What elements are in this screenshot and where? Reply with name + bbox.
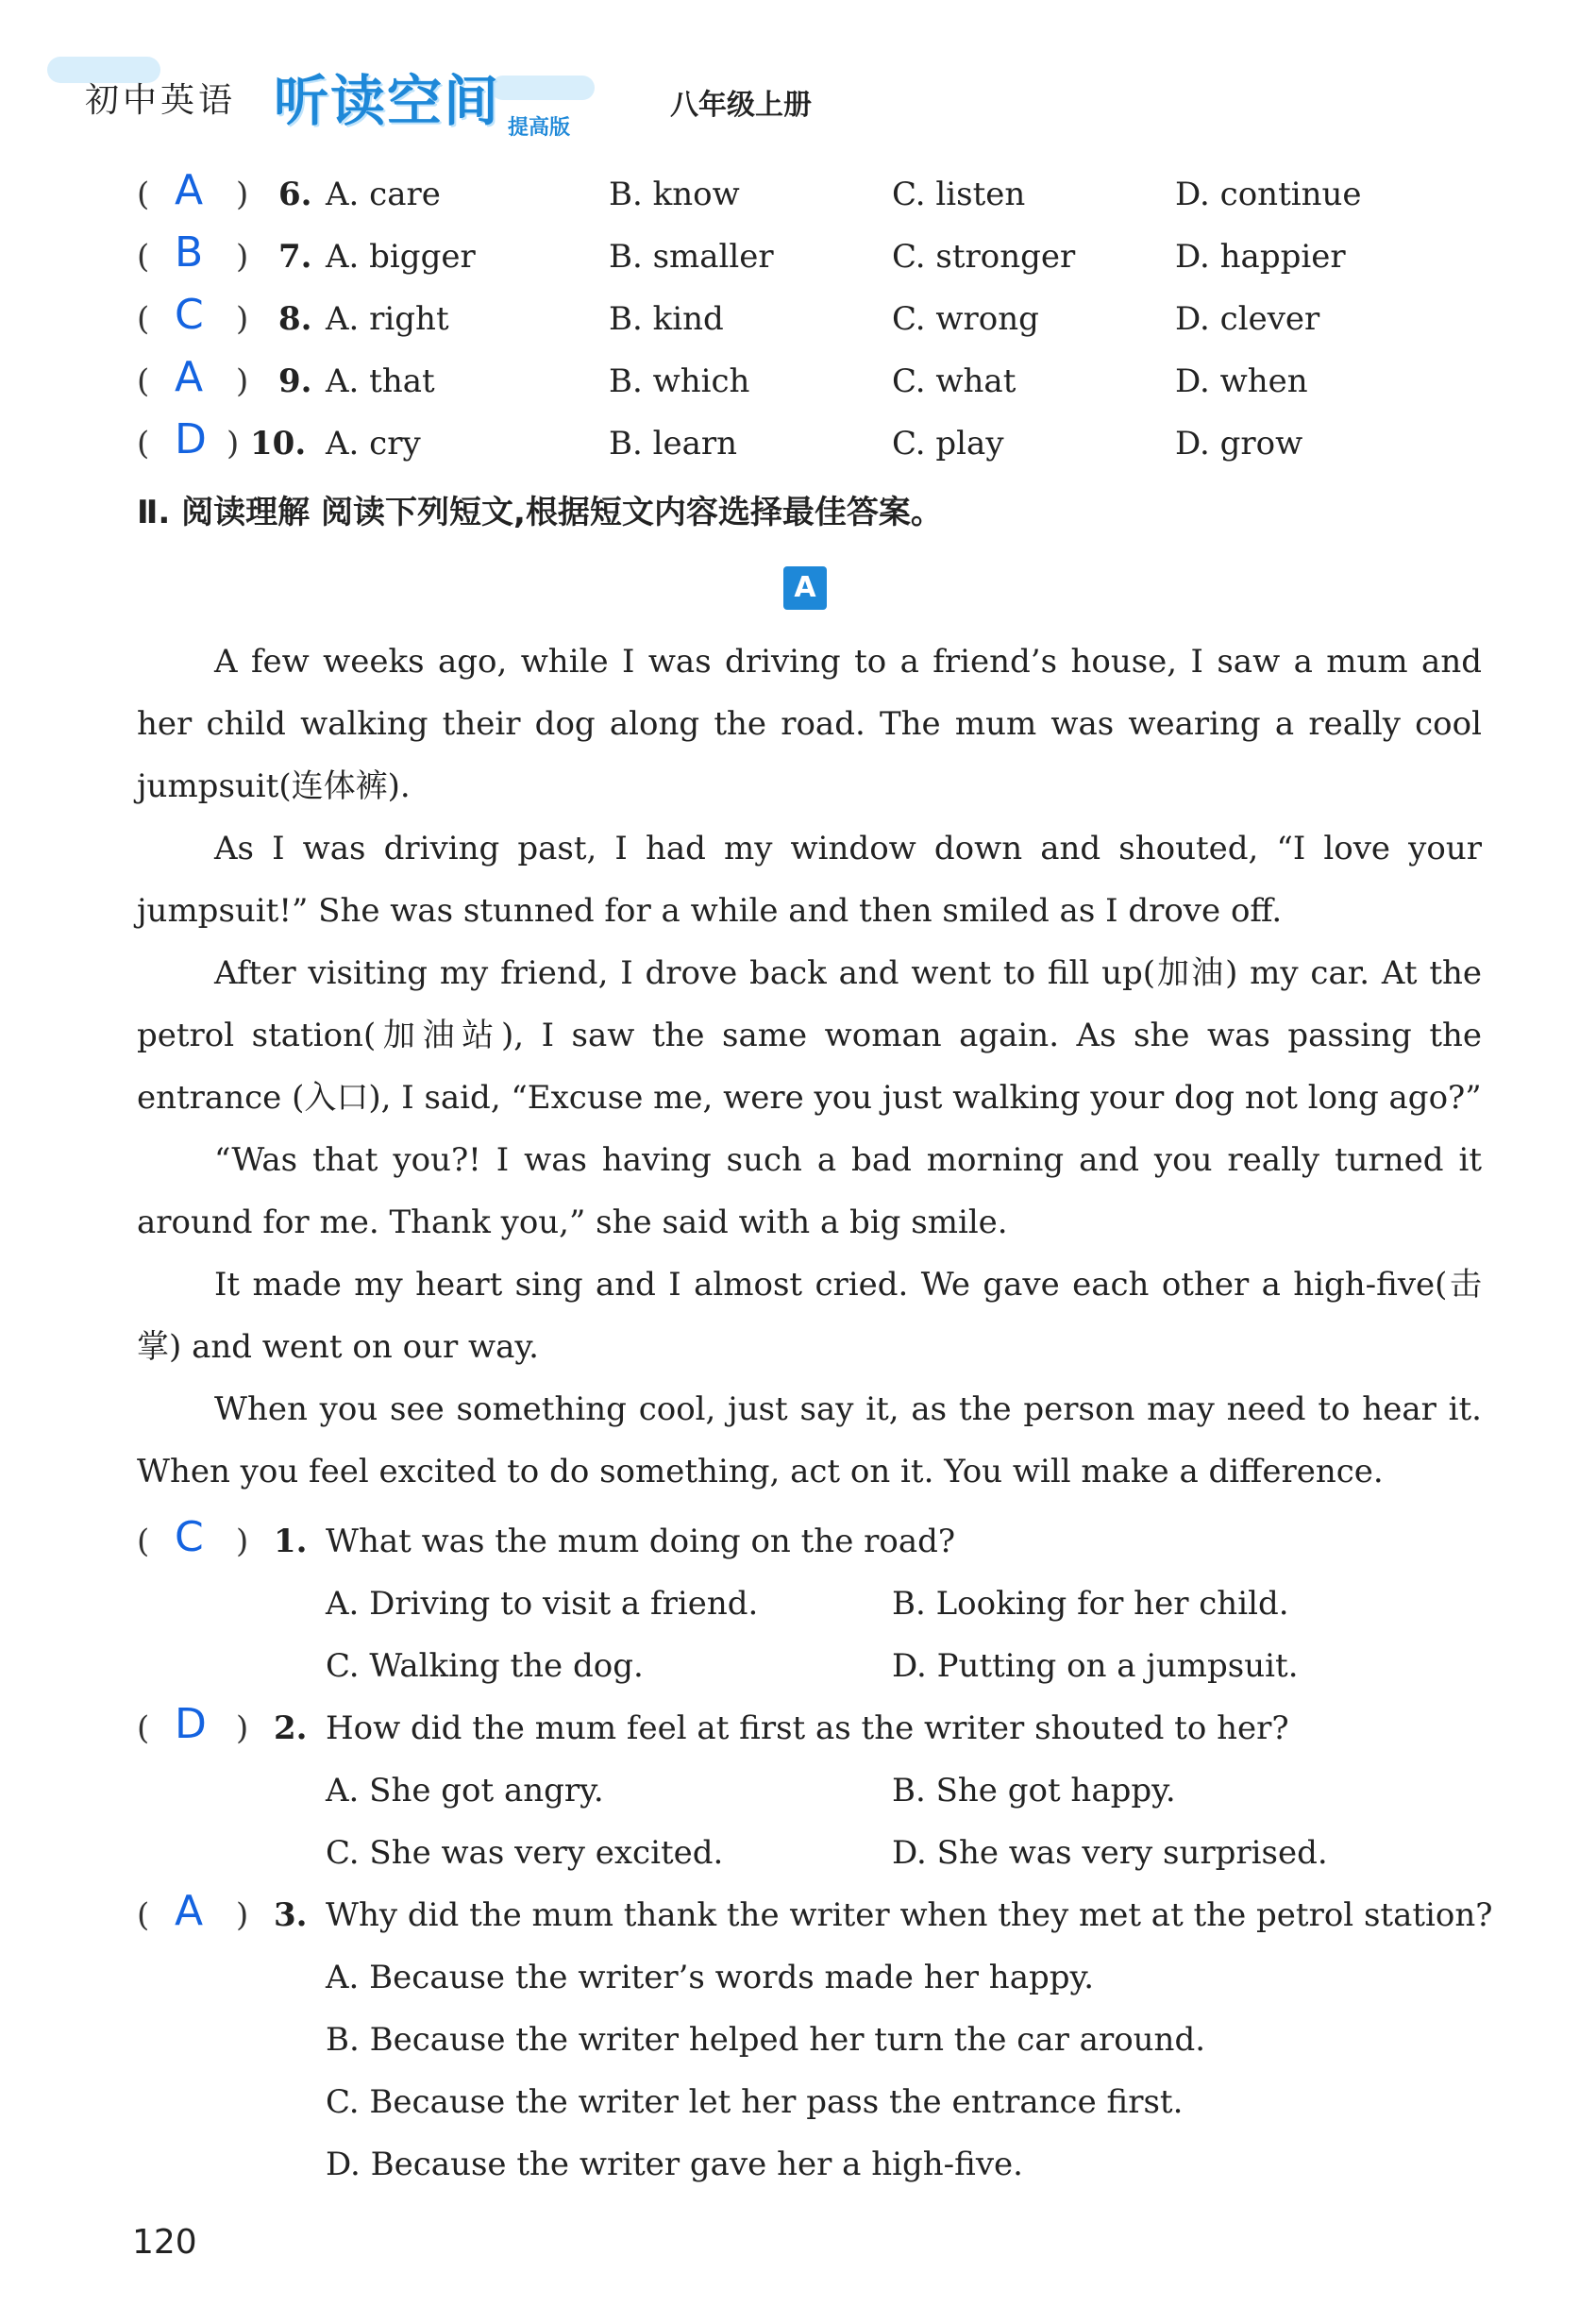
- option: D. when: [1175, 362, 1308, 400]
- answer-mark: B: [175, 228, 204, 277]
- option: A. She got angry.: [326, 1772, 604, 1810]
- option: D. continue: [1175, 176, 1362, 213]
- answer-mark: A: [175, 1887, 204, 1935]
- question-number: 9.: [278, 362, 312, 400]
- option: B. Because the writer helped her turn the car around.: [326, 2021, 1206, 2059]
- question-number: 1.: [274, 1523, 308, 1560]
- paragraph: When you see something cool, just say it, as the person may need to hear it. When you feel excited to do something, act on it. You will make a difference.: [137, 1390, 1482, 1490]
- section-heading: Ⅱ. 阅读理解 阅读下列短文,根据短文内容选择最佳答案。: [137, 494, 943, 531]
- answer-mark: C: [175, 1513, 204, 1561]
- cloud-decoration: [491, 76, 595, 100]
- paragraph: “Was that you?! I was having such a bad morning and you really turned it around for me. Thank you,” she said with a big smile.: [137, 1141, 1482, 1241]
- paragraph: As I was driving past, I had my window down and shouted, “I love your jumpsuit!” She was stunned for a while and then smiled as I drove off.: [137, 830, 1482, 930]
- option: A. bigger: [326, 238, 476, 276]
- question-stem: What was the mum doing on the road?: [326, 1523, 956, 1560]
- book-title: 初中英语: [85, 81, 237, 120]
- grade-label: 八年级上册: [670, 89, 812, 122]
- option: C. listen: [892, 176, 1026, 213]
- option: D. Because the writer gave her a high-five.: [326, 2146, 1023, 2183]
- page-header: [85, 57, 934, 151]
- option: B. learn: [609, 425, 738, 463]
- option: D. She was very surprised.: [892, 1834, 1328, 1872]
- option: C. play: [892, 425, 1004, 463]
- option: A. care: [326, 176, 441, 213]
- question-number: 10.: [250, 425, 307, 463]
- answer-mark: D: [175, 415, 207, 463]
- edition-label: 提高版: [508, 116, 571, 140]
- question-stem: Why did the mum thank the writer when they met at the petrol station?: [326, 1896, 1493, 1934]
- option: D. clever: [1175, 300, 1320, 338]
- option: C. Walking the dog.: [326, 1647, 644, 1685]
- option: A. right: [326, 300, 449, 338]
- option: D. Putting on a jumpsuit.: [892, 1647, 1299, 1685]
- question-number: 6.: [278, 176, 312, 213]
- answer-mark: A: [175, 166, 204, 214]
- option: B. Looking for her child.: [892, 1585, 1289, 1623]
- series-logo: 听读空间: [274, 69, 501, 133]
- option: B. which: [609, 362, 750, 400]
- paragraph: It made my heart sing and I almost cried. We gave each other a high-five(击掌) and went on our way.: [137, 1266, 1482, 1366]
- option: B. She got happy.: [892, 1772, 1176, 1810]
- option: D. happier: [1175, 238, 1346, 276]
- question-number: 8.: [278, 300, 312, 338]
- paragraph: A few weeks ago, while I was driving to a friend’s house, I saw a mum and her child walking their dog along the road. The mum was wearing a really cool jumpsuit(连体裤).: [137, 643, 1482, 805]
- page-number: 120: [132, 2223, 197, 2262]
- passage-label-badge: A: [783, 566, 827, 610]
- option: A. cry: [326, 425, 421, 463]
- answer-mark: A: [175, 353, 204, 401]
- option: C. wrong: [892, 300, 1039, 338]
- question-number: 3.: [274, 1896, 308, 1934]
- answer-mark: D: [175, 1700, 207, 1748]
- question-number: 2.: [274, 1709, 308, 1747]
- option: B. kind: [609, 300, 724, 338]
- option: A. Driving to visit a friend.: [326, 1585, 759, 1623]
- option: C. what: [892, 362, 1016, 400]
- option: C. stronger: [892, 238, 1076, 276]
- option: A. Because the writer’s words made her happy.: [326, 1959, 1095, 1996]
- option: D. grow: [1175, 425, 1303, 463]
- answer-mark: C: [175, 291, 204, 339]
- option: B. smaller: [609, 238, 774, 276]
- option: A. that: [326, 362, 435, 400]
- option: C. She was very excited.: [326, 1834, 724, 1872]
- question-number: 7.: [278, 238, 312, 276]
- option: B. know: [609, 176, 740, 213]
- option: C. Because the writer let her pass the entrance first.: [326, 2083, 1184, 2121]
- reading-passage: [137, 631, 1482, 1503]
- question-stem: How did the mum feel at first as the writer shouted to her?: [326, 1709, 1289, 1747]
- paragraph: After visiting my friend, I drove back and went to fill up(加油) my car. At the petrol station(加油站), I saw the same woman again. As she was passing the entrance (入口), I said, “Excuse me, were you just walking your dog not long ago?”: [137, 954, 1482, 1117]
